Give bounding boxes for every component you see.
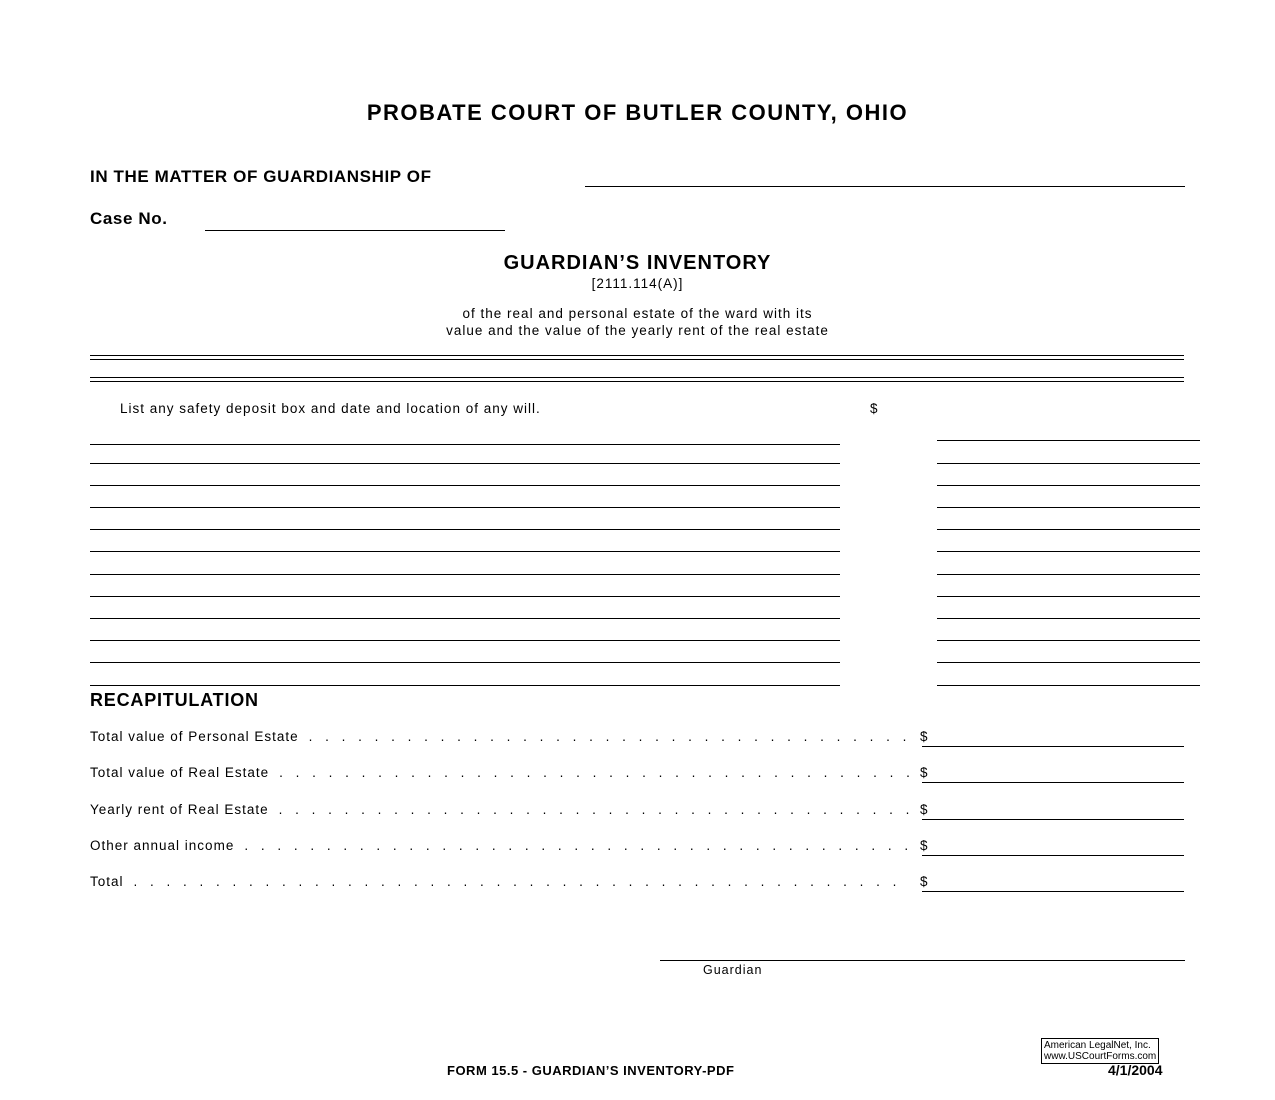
leader-dots: . . . . . . . . . . . . . . . . . . . . . . . . . . . . . . . . . . . . . — [308, 729, 911, 744]
publisher-badge — [1041, 1038, 1159, 1064]
form-date: 4/1/2004 — [1108, 1062, 1163, 1078]
item-value-line[interactable] — [937, 529, 1200, 530]
item-description-line[interactable] — [90, 596, 840, 597]
recapitulation-heading: RECAPITULATION — [90, 690, 259, 710]
description-line-1: of the real and personal estate of the ward with its — [462, 306, 813, 321]
item-description-line[interactable] — [90, 640, 840, 641]
recap-row — [90, 729, 1184, 749]
leader-dots: . . . . . . . . . . . . . . . . . . . . . . . . . . . . . . . . . . . . . . . . . . . . . . . — [133, 874, 901, 889]
description-line-2: value and the value of the yearly rent of the real estate — [446, 323, 829, 338]
item-value-line[interactable] — [937, 640, 1200, 641]
item-value-line[interactable] — [937, 485, 1200, 486]
recap-amount-field[interactable] — [922, 746, 1184, 747]
form-title: GUARDIAN’S INVENTORY — [503, 252, 772, 274]
double-divider — [90, 355, 1184, 360]
item-description-line[interactable] — [90, 444, 840, 445]
list-instruction: List any safety deposit box and date and location of any will. — [120, 401, 541, 416]
statute-reference: [2111.114(A)] — [591, 276, 684, 291]
item-value-line[interactable] — [937, 507, 1200, 508]
item-value-line[interactable] — [937, 440, 1200, 441]
publisher-name: American LegalNet, Inc. — [1044, 1040, 1151, 1051]
recap-amount-field[interactable] — [922, 819, 1184, 820]
dollar-sign: $ — [920, 838, 929, 853]
value-column-symbol: $ — [870, 401, 879, 416]
item-value-line[interactable] — [937, 662, 1200, 663]
item-value-line[interactable] — [937, 463, 1200, 464]
item-value-line[interactable] — [937, 551, 1200, 552]
recap-row — [90, 874, 1184, 894]
item-description-line[interactable] — [90, 551, 840, 552]
item-description-line[interactable] — [90, 529, 840, 530]
recap-label-area — [90, 838, 914, 853]
item-description-line[interactable] — [90, 685, 840, 686]
recap-amount-field[interactable] — [922, 891, 1184, 892]
dollar-sign: $ — [920, 874, 929, 889]
guardian-signature-field[interactable] — [660, 960, 1185, 961]
guardian-signature-label: Guardian — [703, 963, 763, 977]
item-value-line[interactable] — [937, 596, 1200, 597]
leader-dots: . . . . . . . . . . . . . . . . . . . . . . . . . . . . . . . . . . . . . . . — [279, 765, 914, 780]
recap-row — [90, 802, 1184, 822]
recap-label-area — [90, 765, 914, 780]
item-description-line[interactable] — [90, 662, 840, 663]
publisher-url: www.USCourtForms.com — [1044, 1051, 1157, 1062]
dollar-sign: $ — [920, 729, 929, 744]
recap-label-area — [90, 874, 914, 889]
item-value-line[interactable] — [937, 618, 1200, 619]
leader-dots: . . . . . . . . . . . . . . . . . . . . . . . . . . . . . . . . . . . . . . . . . — [244, 838, 913, 853]
recap-label: Total value of Personal Estate — [90, 729, 299, 744]
recap-row — [90, 838, 1184, 858]
double-divider — [90, 377, 1184, 382]
recap-label-area — [90, 729, 914, 744]
recap-label: Total — [90, 874, 124, 889]
item-description-line[interactable] — [90, 463, 840, 464]
dollar-sign: $ — [920, 765, 929, 780]
case-number-label: Case No. — [90, 209, 168, 228]
recap-label: Other annual income — [90, 838, 235, 853]
leader-dots: . . . . . . . . . . . . . . . . . . . . . . . . . . . . . . . . . . . . . . . — [278, 802, 914, 817]
item-description-line[interactable] — [90, 618, 840, 619]
item-value-line[interactable] — [937, 574, 1200, 575]
recap-label: Total value of Real Estate — [90, 765, 270, 780]
recap-label-area — [90, 802, 914, 817]
item-description-line[interactable] — [90, 507, 840, 508]
guardianship-label: IN THE MATTER OF GUARDIANSHIP OF — [90, 167, 432, 186]
recap-row — [90, 765, 1184, 785]
ward-name-field[interactable] — [585, 186, 1185, 187]
recap-label: Yearly rent of Real Estate — [90, 802, 269, 817]
court-title: PROBATE COURT OF BUTLER COUNTY, OHIO — [366, 100, 909, 125]
recap-amount-field[interactable] — [922, 782, 1184, 783]
dollar-sign: $ — [920, 802, 929, 817]
item-description-line[interactable] — [90, 485, 840, 486]
form-name: FORM 15.5 - GUARDIAN’S INVENTORY-PDF — [447, 1063, 735, 1078]
case-number-field[interactable] — [205, 230, 505, 231]
item-value-line[interactable] — [937, 685, 1200, 686]
recap-amount-field[interactable] — [922, 855, 1184, 856]
item-description-line[interactable] — [90, 574, 840, 575]
